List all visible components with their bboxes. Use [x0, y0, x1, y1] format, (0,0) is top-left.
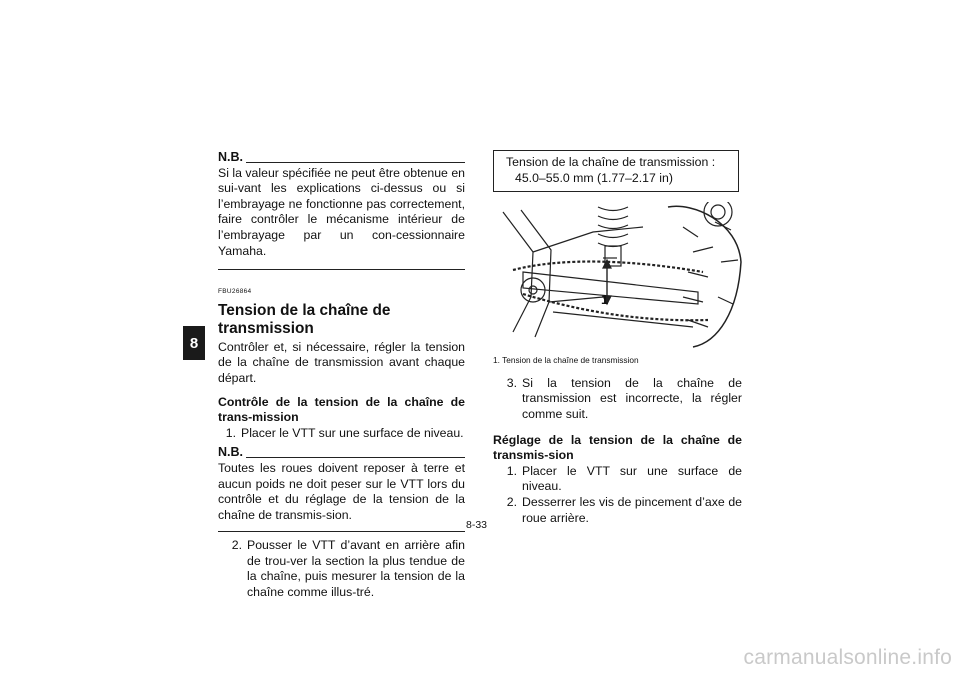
adjust-step-1: 1. Placer le VTT sur une surface de niveau. — [506, 463, 742, 494]
chain-drawing — [493, 202, 742, 350]
figure-caption: 1. Tension de la chaîne de transmission — [493, 355, 639, 366]
spec-label: Tension de la chaîne de transmission : — [506, 155, 716, 169]
spec-value: 45.0–55.0 mm (1.77–2.17 in) — [515, 170, 673, 185]
watermark: carmanualsonline.info — [743, 646, 952, 669]
spec-box — [493, 150, 739, 192]
adjust-step-2: 2. Desserrer les vis de pincement d’axe de roue arrière. — [506, 494, 742, 525]
section-code: FBU26864 — [218, 288, 252, 296]
nb-text: Si la valeur spécifiée ne peut être obtenue en sui-vant les explications ci-dessus ou si l’embrayage ne fonctionne pas correctement, faire contrôler le mécanisme intérieur de l’embrayage par un con-cessionnaire Yamaha. — [218, 165, 465, 258]
step-2: 2. Pousser le VTT d’avant en arrière afin de trou-ver la section la plus tendue de la chaîne, puis mesurer la tension de la chaîne comme illus-tré. — [231, 538, 465, 600]
nb-label-2: N.B. — [218, 445, 243, 460]
nb-header-2 — [218, 445, 465, 461]
step-1: 1. Placer le VTT sur une surface de niveau. — [225, 425, 464, 440]
nb-header — [218, 150, 465, 166]
chain-illustration — [493, 202, 742, 350]
subheading: Contrôle de la tension de la chaîne de trans-mission — [218, 394, 465, 425]
nb-label: N.B. — [218, 150, 243, 164]
step-3: 3. Si la tension de la chaîne de transmission est incorrecte, la régler comme suit. — [506, 375, 742, 421]
left-column — [218, 150, 465, 601]
nb-text-2: Toutes les roues doivent reposer à terre et aucun poids ne doit peser sur le VTT lors du contrôle et du réglage de la tension de la chaîne de transmis-sion. — [218, 460, 465, 522]
subheading-2: Réglage de la tension de la chaîne de transmis-sion — [493, 432, 742, 463]
nb-rule — [246, 162, 465, 163]
page-number: 8-33 — [466, 519, 488, 531]
nb-block-2 — [218, 461, 465, 532]
section-heading: Tension de la chaîne de transmission — [218, 301, 391, 337]
section-tab: 8 — [183, 326, 205, 360]
nb-rule-2 — [246, 457, 465, 458]
figure-callout: 1 — [601, 292, 609, 308]
right-column — [493, 150, 742, 526]
nb-block — [218, 166, 465, 271]
intro-text: Contrôler et, si nécessaire, régler la tension de la chaîne de transmission avant chaque départ. — [218, 339, 465, 385]
